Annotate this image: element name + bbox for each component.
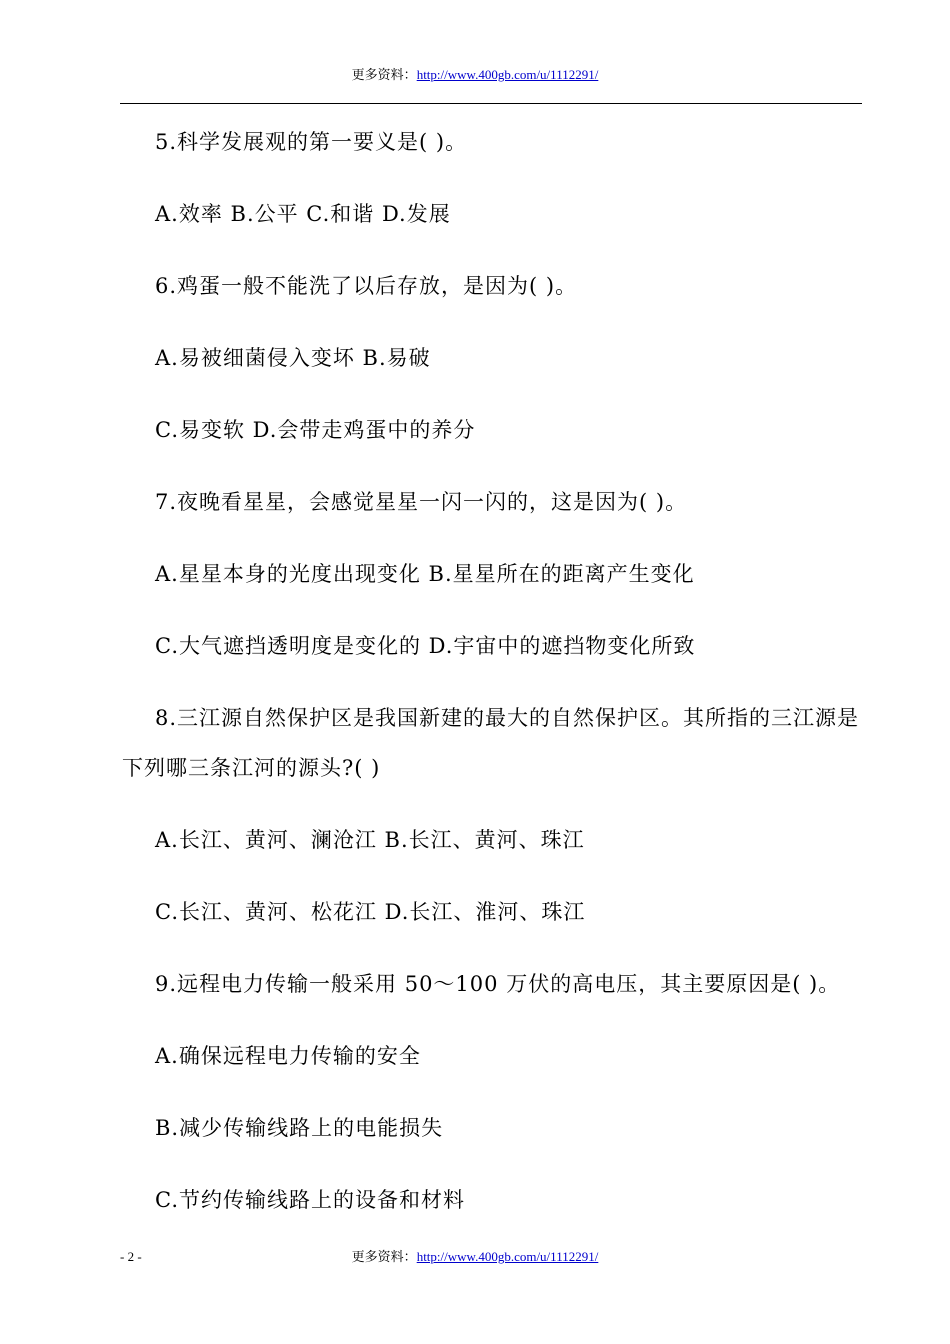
question-8-options-ab: A.长江、黄河、澜沧江 B.长江、黄河、珠江 <box>155 828 585 852</box>
page-number: - 2 - <box>120 1249 142 1264</box>
question-8: 8.三江源自然保护区是我国新建的最大的自然保护区。其所指的三江源是 <box>155 706 860 730</box>
footer-link[interactable]: http://www.400gb.com/u/1112291/ <box>416 1249 599 1264</box>
question-8-options-cd: C.长江、黄河、松花江 D.长江、淮河、珠江 <box>155 900 586 924</box>
question-9-option-c: C.节约传输线路上的设备和材料 <box>155 1188 465 1212</box>
question-6-options-cd: C.易变软 D.会带走鸡蛋中的养分 <box>155 418 476 442</box>
question-5-options: A.效率 B.公平 C.和谐 D.发展 <box>155 202 451 226</box>
question-9: 9.远程电力传输一般采用 50～100 万伏的高电压，其主要原因是( )。 <box>155 972 841 996</box>
question-9-option-b: B.减少传输线路上的电能损失 <box>155 1116 444 1140</box>
footer-label: 更多资料： <box>351 1249 417 1264</box>
question-7: 7.夜晚看星星，会感觉星星一闪一闪的，这是因为( )。 <box>155 490 688 514</box>
header-link[interactable]: http://www.400gb.com/u/1112291/ <box>416 67 599 82</box>
question-6-options-ab: A.易被细菌侵入变坏 B.易破 <box>155 346 431 370</box>
header-label: 更多资料： <box>351 67 417 82</box>
question-8-continued: 下列哪三条江河的源头?( ) <box>122 756 381 780</box>
footer-center <box>0 1248 950 1266</box>
question-5: 5.科学发展观的第一要义是( )。 <box>155 130 468 154</box>
question-9-option-a: A.确保远程电力传输的安全 <box>155 1044 421 1068</box>
question-7-options-ab: A.星星本身的光度出现变化 B.星星所在的距离产生变化 <box>155 562 695 586</box>
question-6: 6.鸡蛋一般不能洗了以后存放，是因为( )。 <box>155 274 578 298</box>
question-7-options-cd: C.大气遮挡透明度是变化的 D.宇宙中的遮挡物变化所致 <box>155 634 696 658</box>
